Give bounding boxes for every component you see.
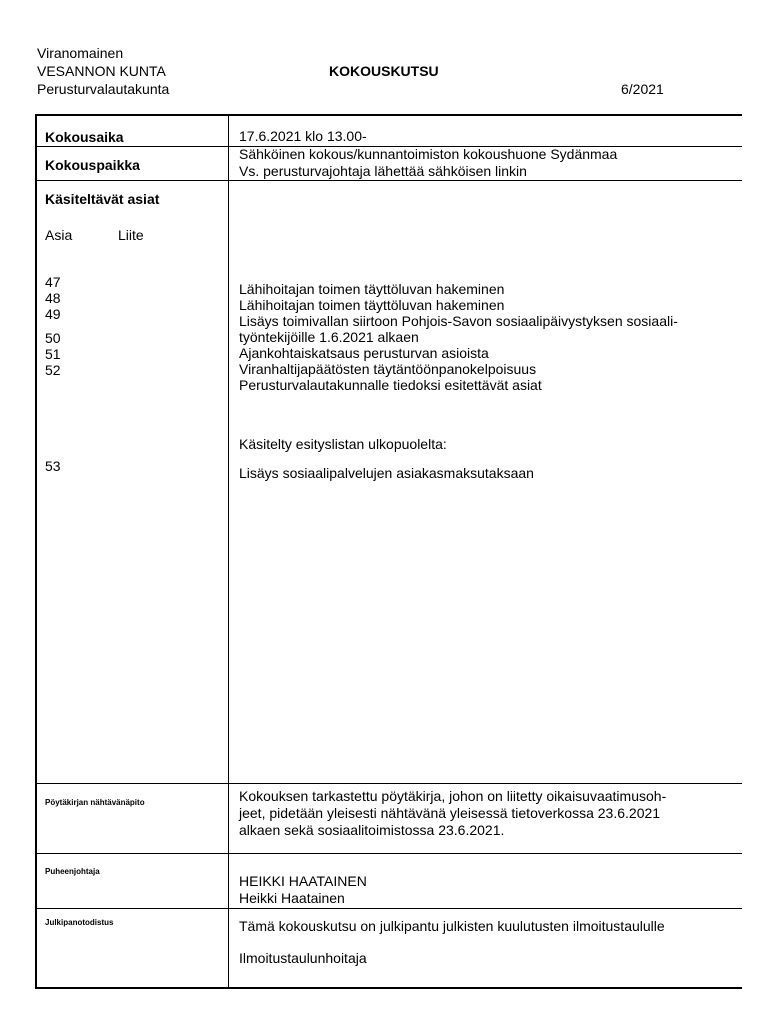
table-column-divider: [228, 114, 229, 988]
chair-label: Puheenjohtaja: [45, 867, 100, 876]
document-number: 6/2021: [621, 81, 664, 97]
agenda-item-title: Lähihoitajan toimen täyttöluvan hakeminen: [239, 281, 505, 297]
agenda-item-number: 51: [45, 346, 61, 362]
row-divider-place: [35, 180, 742, 181]
minutes-label: Pöytäkirjan nähtävänäpito: [45, 798, 145, 807]
table-top-border: [35, 114, 742, 116]
agenda-item-title: Lähihoitajan toimen täyttöluvan hakeminen: [239, 297, 505, 313]
posting-signer: Ilmoitustaulunhoitaja: [239, 950, 367, 966]
meeting-place-line2: Vs. perusturvajohtaja lähettää sähköisen linkin: [239, 163, 527, 179]
posting-text: Tämä kokouskutsu on julkipantu julkisten kuulutusten ilmoitustaululle: [239, 918, 665, 934]
meeting-time-value: 17.6.2021 klo 13.00-: [239, 128, 367, 144]
document-title: KOKOUSKUTSU: [329, 63, 439, 79]
chair-name: Heikki Haatainen: [239, 890, 345, 906]
minutes-text-line3: alkaen sekä sosiaalitoimistossa 23.6.2021.: [239, 822, 505, 838]
agenda-col-attachment: Liite: [118, 227, 144, 243]
agenda-number-list: [45, 274, 61, 378]
agenda-item-number: 48: [45, 290, 61, 306]
table-bottom-border: [35, 987, 742, 989]
agenda-item-title: Lisäys toimivallan siirtoon Pohjois-Savon sosiaalipäivystyksen sosiaali-: [239, 313, 678, 329]
row-divider-agenda: [35, 783, 742, 784]
committee-name: Perusturvalautakunta: [37, 81, 170, 97]
agenda-item-title-continued: työntekijöille 1.6.2021 alkaen: [239, 329, 419, 345]
row-divider-chair: [35, 908, 742, 909]
minutes-text-line1: Kokouksen tarkastettu pöytäkirja, johon on liitetty oikaisuvaatimusoh-: [239, 788, 667, 804]
agenda-item-number: 49: [45, 306, 61, 322]
agenda-col-item: Asia: [45, 227, 73, 243]
extra-item-number: 53: [45, 458, 61, 474]
agenda-item-number: 47: [45, 274, 61, 290]
agenda-section-label: Käsiteltävät asiat: [45, 191, 160, 207]
agenda-item-title: Viranhaltijapäätösten täytäntöönpanokelpoisuus: [239, 361, 537, 377]
chair-name-caps: HEIKKI HAATAINEN: [239, 873, 367, 889]
extra-item-title: Lisäys sosiaalipalvelujen asiakasmaksutaksaan: [239, 465, 534, 481]
table-left-border: [35, 114, 37, 988]
authority-label: Viranomainen: [37, 45, 124, 61]
row-divider-minutes: [35, 853, 742, 854]
meeting-place-line1: Sähköinen kokous/kunnantoimiston kokoushuone Sydänmaa: [239, 146, 618, 162]
posting-label: Julkipanotodistus: [45, 918, 114, 927]
agenda-item-number: 52: [45, 362, 61, 378]
meeting-time-label: Kokousaika: [45, 129, 124, 145]
extra-items-heading: Käsitelty esityslistan ulkopuolelta:: [239, 436, 447, 452]
agenda-item-title: Perusturvalautakunnalle tiedoksi esitettävät asiat: [239, 377, 542, 393]
municipality-name: VESANNON KUNTA: [37, 63, 166, 79]
meeting-place-label: Kokouspaikka: [45, 157, 140, 173]
agenda-item-number: 50: [45, 330, 61, 346]
minutes-text-line2: jeet, pidetään yleisesti nähtävänä yleisessä tietoverkossa 23.6.2021: [239, 805, 661, 821]
agenda-title-list: [239, 281, 678, 393]
agenda-item-title: Ajankohtaiskatsaus perusturvan asioista: [239, 345, 489, 361]
